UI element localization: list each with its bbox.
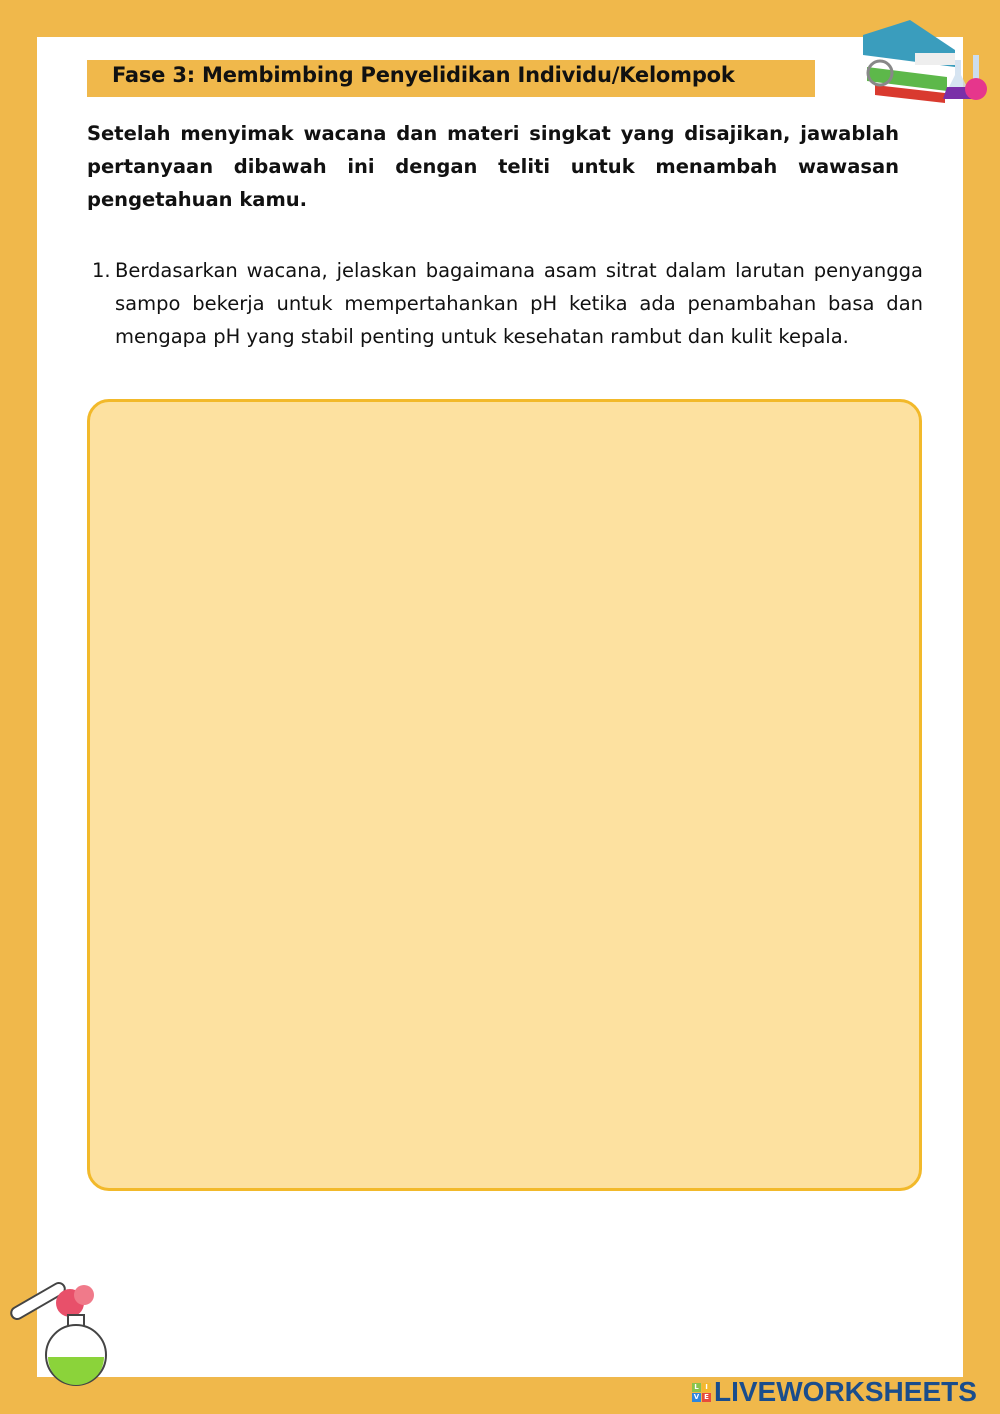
logo-letter: E bbox=[702, 1393, 711, 1402]
question-number: 1. bbox=[92, 259, 111, 282]
question-text: Berdasarkan wacana, jelaskan bagaimana asam sitrat dalam larutan penyangga sampo bekerja untuk mempertahankan pH ketika ada penambahan basa dan mengapa pH yang stabil penting untuk kesehatan rambut dan kulit kepala. bbox=[115, 259, 923, 348]
logo-letter: L bbox=[692, 1383, 701, 1392]
books-flasks-icon bbox=[855, 15, 990, 105]
liveworksheets-logo bbox=[692, 1376, 977, 1408]
chemistry-flask-icon bbox=[8, 1275, 133, 1390]
logo-letter-grid bbox=[692, 1383, 711, 1402]
answer-box[interactable] bbox=[87, 399, 922, 1191]
section-title: Fase 3: Membimbing Penyelidikan Individu/Kelompok bbox=[112, 63, 735, 87]
answer-input[interactable] bbox=[90, 402, 919, 1188]
brand-name: LIVEWORKSHEETS bbox=[714, 1376, 977, 1407]
instructions-text: Setelah menyimak wacana dan materi singkat yang disajikan, jawablah pertanyaan dibawah ini dengan teliti untuk menambah wawasan pengetahuan kamu. bbox=[87, 122, 899, 211]
logo-letter: I bbox=[702, 1383, 711, 1392]
logo-letter: V bbox=[693, 1392, 700, 1401]
